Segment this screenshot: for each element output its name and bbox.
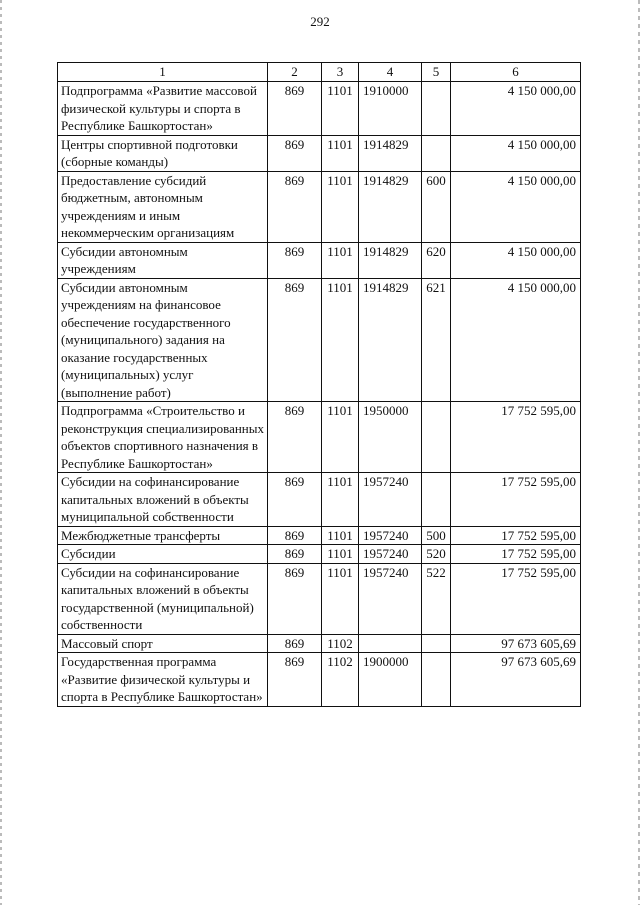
cell-col-3: 1101 — [322, 402, 359, 473]
page-number: 292 — [310, 14, 330, 29]
cell-col-5 — [422, 135, 451, 171]
cell-amount: 4 150 000,00 — [451, 278, 581, 402]
cell-col-4: 1910000 — [359, 82, 422, 136]
header-col-1: 1 — [58, 63, 268, 82]
cell-col-2: 869 — [268, 135, 322, 171]
cell-col-2: 869 — [268, 563, 322, 634]
cell-col-3: 1101 — [322, 526, 359, 545]
cell-amount: 17 752 595,00 — [451, 473, 581, 527]
cell-col-2: 869 — [268, 473, 322, 527]
cell-col-5 — [422, 402, 451, 473]
table-row — [58, 242, 581, 278]
cell-col-4: 1914829 — [359, 135, 422, 171]
cell-col-3: 1101 — [322, 278, 359, 402]
cell-col-5: 500 — [422, 526, 451, 545]
cell-col-4: 1957240 — [359, 473, 422, 527]
cell-amount: 4 150 000,00 — [451, 242, 581, 278]
cell-col-2: 869 — [268, 545, 322, 564]
cell-name: Межбюджетные трансферты — [58, 526, 268, 545]
table-row — [58, 82, 581, 136]
cell-col-2: 869 — [268, 278, 322, 402]
cell-col-4 — [359, 634, 422, 653]
table-row — [58, 563, 581, 634]
table-row — [58, 171, 581, 242]
cell-amount: 17 752 595,00 — [451, 526, 581, 545]
cell-amount: 97 673 605,69 — [451, 653, 581, 707]
cell-col-2: 869 — [268, 653, 322, 707]
cell-col-2: 869 — [268, 82, 322, 136]
cell-col-4: 1957240 — [359, 526, 422, 545]
table-row — [58, 278, 581, 402]
table-row — [58, 526, 581, 545]
cell-col-3: 1101 — [322, 473, 359, 527]
cell-col-3: 1101 — [322, 563, 359, 634]
cell-col-3: 1101 — [322, 135, 359, 171]
cell-name: Субсидии автономным учреждениям на финансовое обеспечение государственного (муниципального) задания на оказание государственных (муниципальных) услуг (выполнение работ) — [58, 278, 268, 402]
cell-amount: 4 150 000,00 — [451, 135, 581, 171]
table-row — [58, 402, 581, 473]
cell-col-5: 522 — [422, 563, 451, 634]
cell-col-3: 1102 — [322, 634, 359, 653]
table-header-row — [58, 63, 581, 82]
cell-name: Массовый спорт — [58, 634, 268, 653]
cell-col-4: 1957240 — [359, 563, 422, 634]
scan-edge-left — [0, 0, 2, 905]
cell-name: Подпрограмма «Развитие массовой физической культуры и спорта в Республике Башкортостан» — [58, 82, 268, 136]
header-col-6: 6 — [451, 63, 581, 82]
cell-col-3: 1101 — [322, 242, 359, 278]
table-body — [58, 82, 581, 707]
cell-col-2: 869 — [268, 526, 322, 545]
header-col-5: 5 — [422, 63, 451, 82]
cell-col-4: 1914829 — [359, 171, 422, 242]
cell-amount: 97 673 605,69 — [451, 634, 581, 653]
cell-amount: 17 752 595,00 — [451, 563, 581, 634]
table-row — [58, 135, 581, 171]
cell-col-5 — [422, 653, 451, 707]
cell-name: Центры спортивной подготовки (сборные команды) — [58, 135, 268, 171]
table-row — [58, 653, 581, 707]
cell-col-4: 1957240 — [359, 545, 422, 564]
cell-name: Субсидии на софинансирование капитальных вложений в объекты муниципальной собственности — [58, 473, 268, 527]
cell-name: Субсидии — [58, 545, 268, 564]
cell-col-2: 869 — [268, 402, 322, 473]
cell-name: Государственная программа «Развитие физической культуры и спорта в Республике Башкортостан» — [58, 653, 268, 707]
table-row — [58, 545, 581, 564]
cell-col-5 — [422, 473, 451, 527]
cell-amount: 4 150 000,00 — [451, 171, 581, 242]
cell-col-5: 600 — [422, 171, 451, 242]
cell-amount: 17 752 595,00 — [451, 402, 581, 473]
cell-amount: 17 752 595,00 — [451, 545, 581, 564]
cell-col-4: 1950000 — [359, 402, 422, 473]
cell-name: Предоставление субсидий бюджетным, автономным учреждениям и иным некоммерческим организациям — [58, 171, 268, 242]
cell-col-2: 869 — [268, 171, 322, 242]
cell-col-2: 869 — [268, 634, 322, 653]
cell-col-2: 869 — [268, 242, 322, 278]
cell-col-4: 1900000 — [359, 653, 422, 707]
cell-col-4: 1914829 — [359, 242, 422, 278]
cell-col-5 — [422, 634, 451, 653]
header-col-3: 3 — [322, 63, 359, 82]
budget-table — [57, 62, 581, 707]
cell-name: Подпрограмма «Строительство и реконструкция специализированных объектов спортивного назначения в Республике Башкортостан» — [58, 402, 268, 473]
cell-col-5: 520 — [422, 545, 451, 564]
cell-col-5: 620 — [422, 242, 451, 278]
cell-col-3: 1101 — [322, 82, 359, 136]
table-row — [58, 634, 581, 653]
table-row — [58, 473, 581, 527]
cell-amount: 4 150 000,00 — [451, 82, 581, 136]
cell-col-4: 1914829 — [359, 278, 422, 402]
header-col-2: 2 — [268, 63, 322, 82]
header-col-4: 4 — [359, 63, 422, 82]
cell-col-5 — [422, 82, 451, 136]
cell-name: Субсидии на софинансирование капитальных вложений в объекты государственной (муниципальной) собственности — [58, 563, 268, 634]
cell-col-3: 1101 — [322, 545, 359, 564]
cell-col-3: 1101 — [322, 171, 359, 242]
cell-col-5: 621 — [422, 278, 451, 402]
cell-name: Субсидии автономным учреждениям — [58, 242, 268, 278]
cell-col-3: 1102 — [322, 653, 359, 707]
